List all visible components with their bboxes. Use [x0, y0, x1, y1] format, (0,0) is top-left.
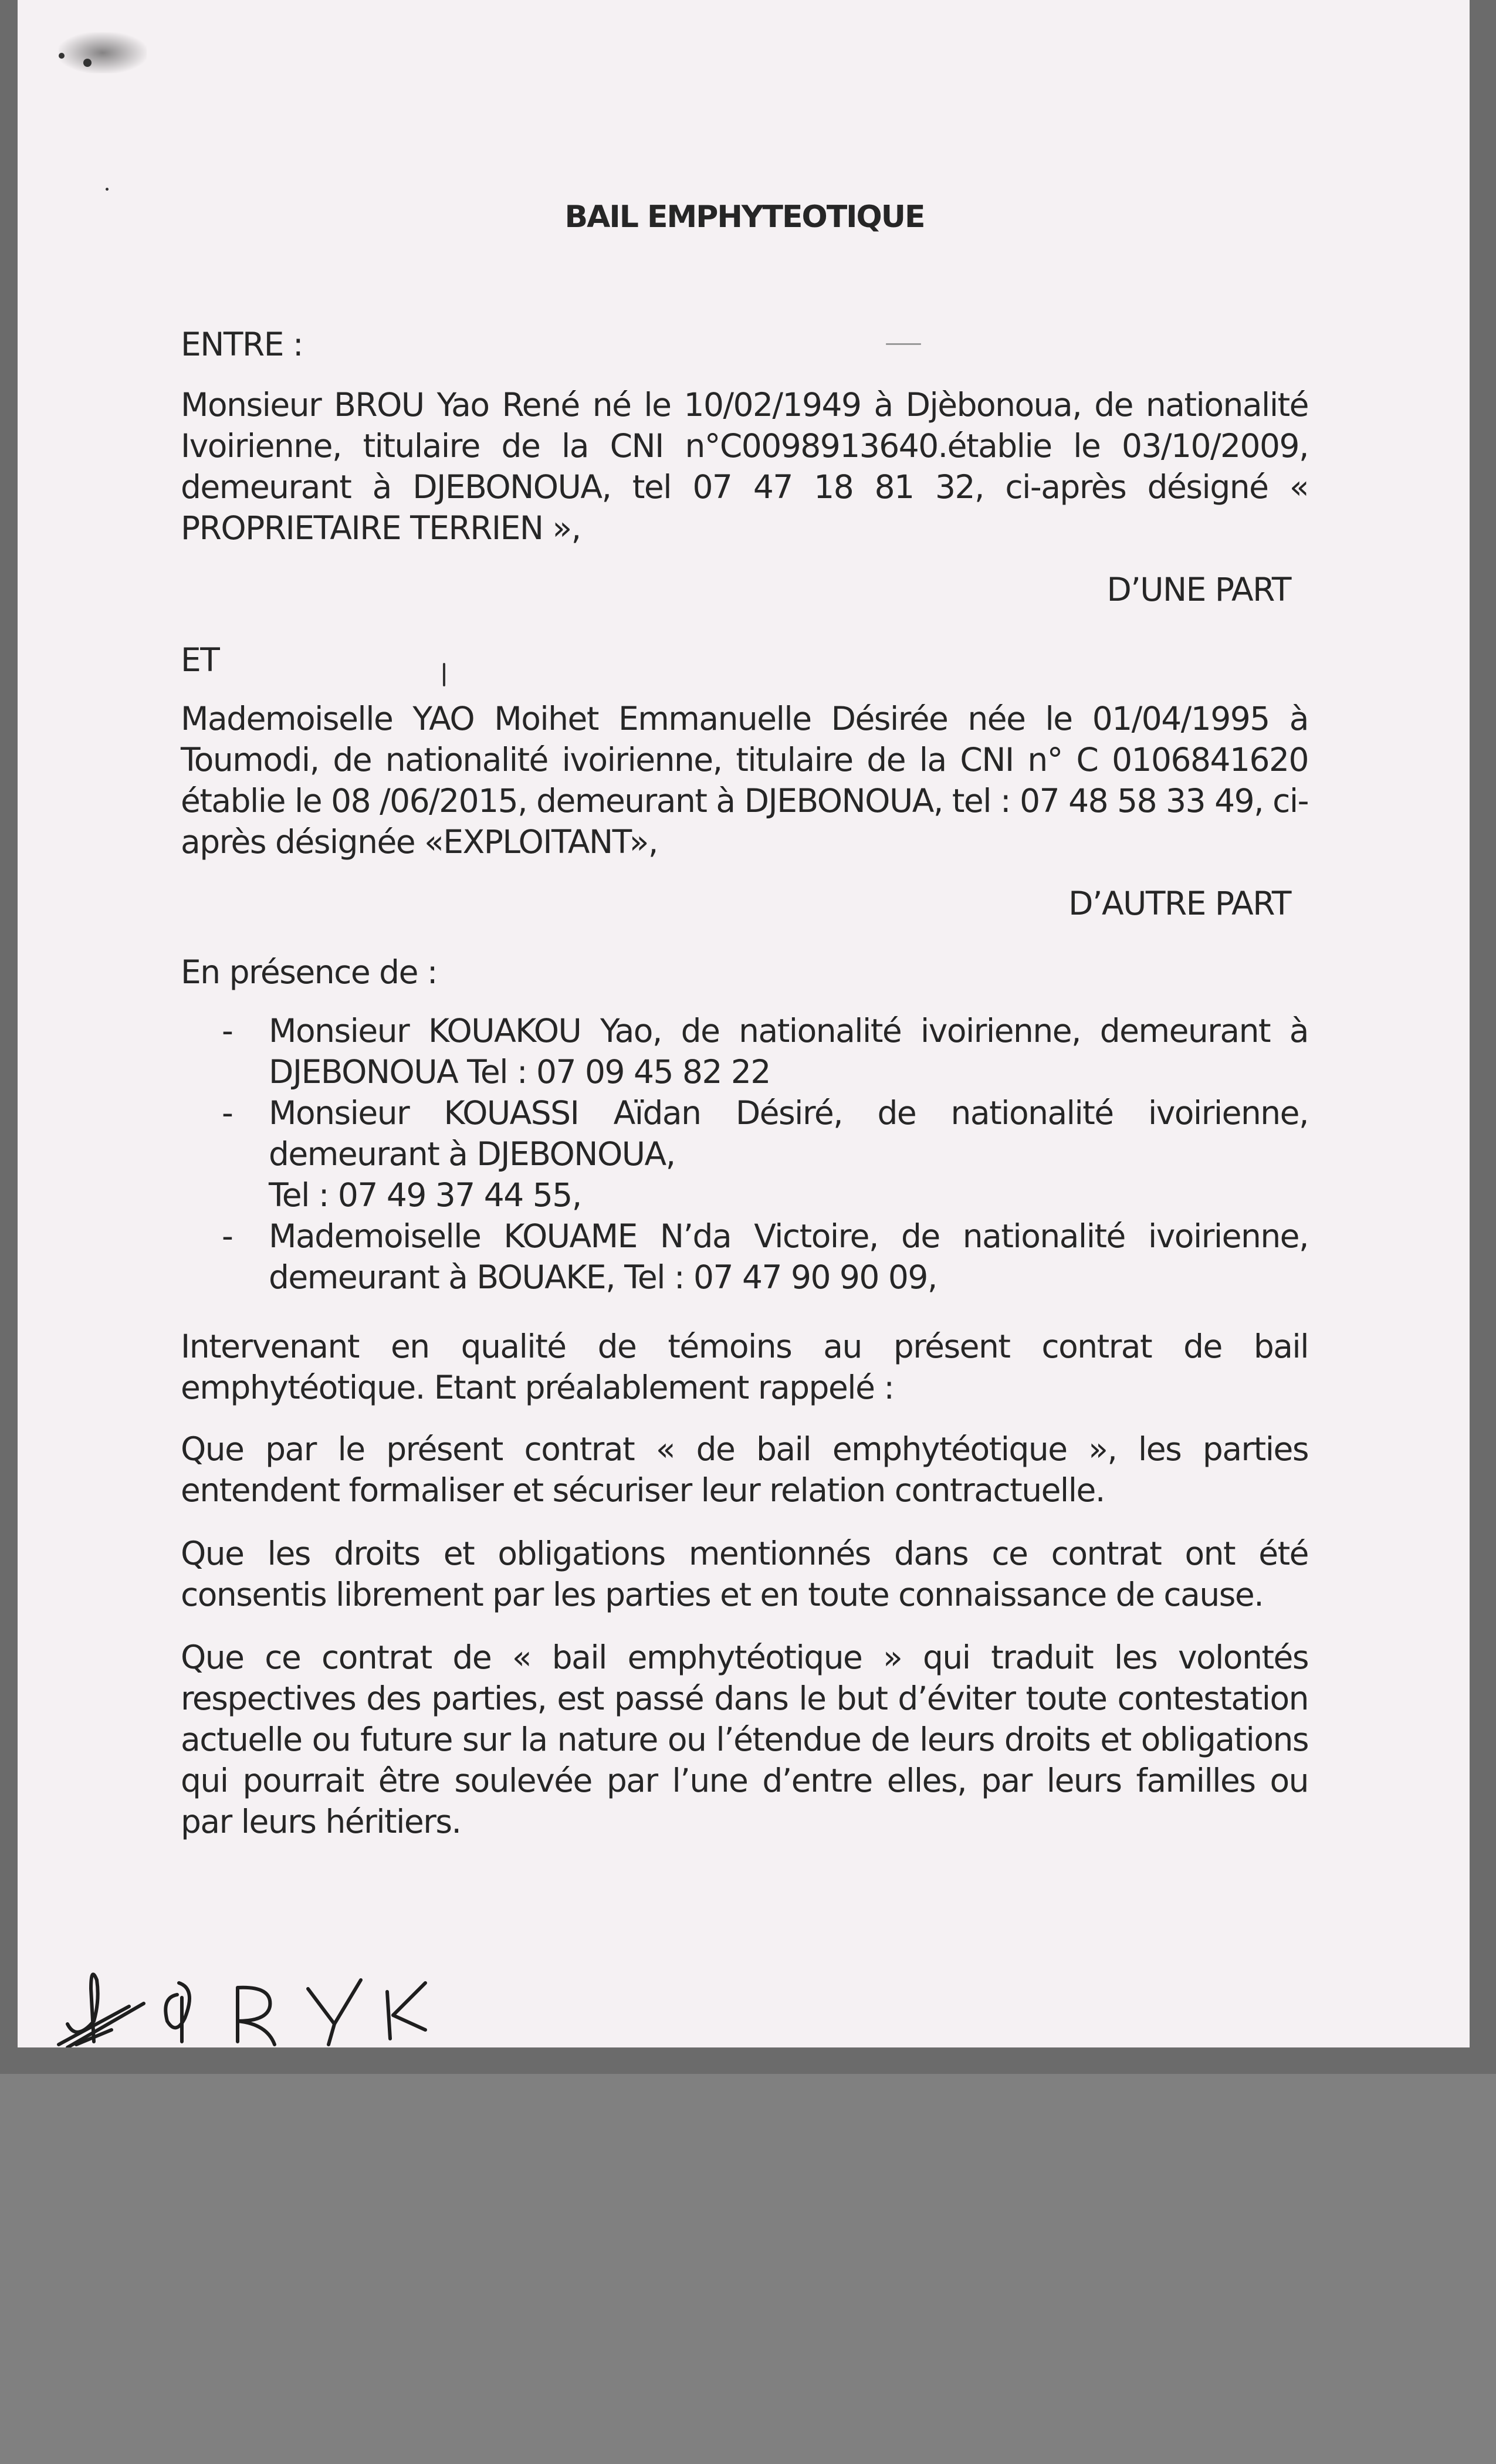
witness-line: Tel : 07 49 37 44 55,: [269, 1176, 581, 1214]
party1-closing: D’UNE PART: [1106, 571, 1291, 608]
entre-label: ENTRE :: [181, 326, 303, 363]
witness-line: Mademoiselle KOUAME N’da Victoire, de nationalité ivoirienne,: [269, 1217, 1308, 1255]
signature-strike: [67, 2003, 144, 2047]
witness-item: [181, 1010, 1308, 1092]
list-dash: -: [222, 1094, 233, 1132]
witness-list: [181, 1010, 1308, 1298]
list-dash: -: [222, 1217, 233, 1255]
initial-k: [387, 1983, 425, 2039]
handwritten-initials: [41, 1965, 440, 2047]
witness-line: demeurant à DJEBONOUA,: [269, 1135, 675, 1173]
scan-smudge: [59, 32, 147, 73]
document-title: BAIL EMPHYTEOTIQUE: [564, 199, 925, 235]
et-label: ET: [181, 641, 219, 679]
witness-line: demeurant à BOUAKE, Tel : 07 47 90 90 09,: [269, 1258, 937, 1296]
document-page: [18, 0, 1470, 2047]
party2-description: Mademoiselle YAO Moihet Emmanuelle Désirée née le 01/04/1995 à Toumodi, de nationalité ivoirienne, titulaire de la CNI n° C 0106841620 établie le 08 /06/2015, demeurant à DJEBONOUA, tel : 07 48 58 33 49, ci-après désignée «EXPLOITANT»,: [181, 700, 1308, 861]
witness-line: DJEBONOUA Tel : 07 09 45 82 22: [269, 1053, 770, 1091]
witness-line: Monsieur KOUASSI Aïdan Désiré, de nationalité ivoirienne,: [269, 1094, 1308, 1132]
witness-line: Monsieur KOUAKOU Yao, de nationalité ivoirienne, demeurant à: [269, 1012, 1308, 1050]
initial-phi: [165, 1983, 189, 2042]
list-dash: -: [222, 1012, 233, 1050]
scan-speck: [59, 53, 65, 59]
presence-label: En présence de :: [181, 953, 437, 991]
initial-r: [238, 1988, 275, 2045]
paragraph-consent: Que les droits et obligations mentionnés dans ce contrat ont été consentis librement par les parties et en toute connaissance de cause.: [181, 1535, 1308, 1613]
witness-item: [181, 1216, 1308, 1298]
party2-closing: D’AUTRE PART: [1068, 885, 1291, 922]
initial-y: [308, 1980, 361, 2045]
witness-item: [181, 1092, 1308, 1216]
paragraph-purpose: Que par le présent contrat « de bail emphytéotique », les parties entendent formaliser et sécuriser leur relation contractuelle.: [181, 1430, 1308, 1509]
paragraph-witnesses: Intervenant en qualité de témoins au présent contrat de bail emphytéotique. Etant préalablement rappelé :: [181, 1328, 1308, 1406]
party1-description: Monsieur BROU Yao René né le 10/02/1949 à Djèbonoua, de nationalité Ivoirienne, titulaire de la CNI n°C0098913640.établie le 03/10/2009, demeurant à DJEBONOUA, tel 07 47 18 81 32, ci-après désigné « PROPRIETAIRE TERRIEN »,: [181, 386, 1308, 547]
scan-speck: [83, 59, 92, 67]
paragraph-intent: Que ce contrat de « bail emphytéotique » qui traduit les volontés respectives des parties, est passé dans le but d’éviter toute contestation actuelle ou future sur la nature ou l’étendue de leurs droits et obligations qui pourrait être soulevée par l’une d’entre elles, par leurs familles ou par leurs héritiers.: [181, 1639, 1308, 1840]
scan-speck: [106, 188, 109, 191]
